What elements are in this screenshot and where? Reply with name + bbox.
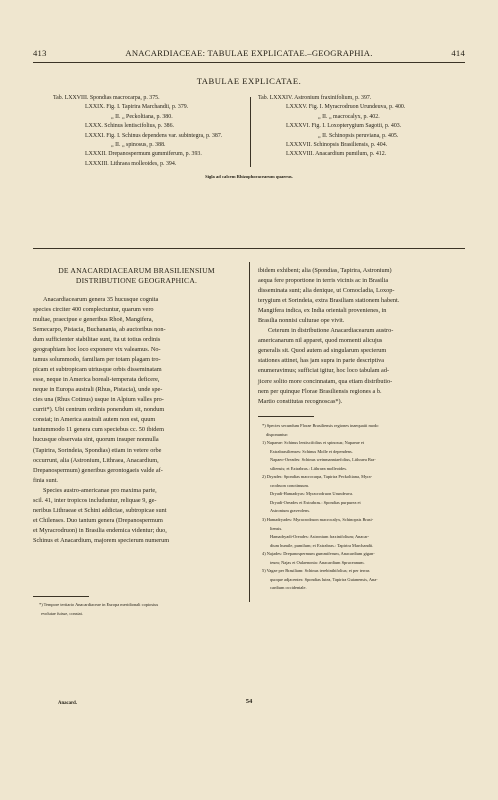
- footnote-line: dium humile, pumilum; et Extrabras.: Tapirira Marchandii.: [270, 542, 374, 548]
- body-line: americanarum nil apparet, quod momenti alicujus: [258, 337, 383, 345]
- body-line: Semecarpo, Pistacia, Buchanania, ab auctoribus non-: [33, 325, 166, 333]
- body-line: scil. 41, inter tropicos includuntur, reliquae 9, ge-: [33, 496, 157, 504]
- footnote-line: crodruon conotinuum.: [270, 482, 310, 488]
- body-line: et Myracrodruon) in Brasilia endemica videntur; duo,: [33, 526, 167, 534]
- body-line: Drepanospermum) generibus gerontogaeis valde af-: [33, 466, 163, 474]
- plate-entry: LXXXIII. Lithraea molleoides, p. 394.: [85, 160, 177, 167]
- body-line: tamus solummodo, familiam per totam plagam tro-: [33, 356, 161, 364]
- body-line: finia sunt.: [33, 476, 58, 484]
- body-line: generalis sit. Quod autem ad singularum specierum: [258, 347, 387, 355]
- body-line: jicere solito more concinnatam, qua etiam distributio-: [258, 377, 393, 385]
- footnote-line: *) Species secundum Florae Brasiliensis regiones inaequaiii modo: [262, 423, 379, 428]
- body-line: dum sufficienter stabilitae sunt, ita ut totius ordinis: [33, 336, 161, 343]
- body-line: esse, neque in America boreali-temperata deficere,: [33, 376, 160, 384]
- body-line: currit*). Ubi centrum ordinis ponendum sit, nondum: [33, 406, 165, 414]
- body-line: constat; in America australi autem non est, quum: [33, 416, 156, 424]
- body-line: enumeravimus; sufficiat igitur, hoc loco tabulam ad-: [258, 367, 390, 375]
- body-line: neque in Europa australi (Rhus, Pistacia), unde spe-: [33, 386, 163, 394]
- body-line: cies una (Rhus Cotinus) usque in Alpium valles pro-: [33, 396, 164, 404]
- running-title: ANACARDIACEAE: TABULAE EXPLICATAE.–GEOGRAPHIA.: [125, 48, 373, 58]
- header-rule: [33, 62, 465, 63]
- footnote-line: quoque adjacentes: Spondias lutea, Tapirira Guianensis, Ana-: [270, 576, 378, 582]
- plate-entry: „ II. „ macrocalyx, p. 402.: [318, 113, 380, 120]
- body-line: aequa fere proportione in terris vicinis ac in Brasilia: [258, 277, 389, 285]
- body-line: hucusque observata sint, quorum insuper nonnulla: [33, 436, 159, 444]
- distribution-heading-line2: DISTRIBUTIONE GEOGRAPHICA.: [75, 276, 198, 286]
- footnote-line: Astronium graveolens.: [270, 508, 310, 514]
- right-column: [258, 266, 465, 407]
- body-line: ibidem exhibent; alia (Spondias, Tapirira, Astronium): [258, 267, 392, 274]
- footnote-rule-left: [33, 596, 89, 597]
- plate-entry: Tab. LXXVIII. Spondias macrocarpa, p. 375.: [53, 95, 160, 101]
- plate-entry: LXXXII. Drepanospermum gummiferum, p. 393.: [85, 151, 202, 158]
- right-footnote: [258, 422, 466, 593]
- body-line: Species austro-americanae pro maxima parte,: [43, 486, 157, 494]
- footnote-line: 5) Vagae per Brasiliam: Schinus terebinthifolius; et per terras: [262, 568, 370, 574]
- footnote-line: Dryadi-Oreades et Extrabras.: Spondias purpurea et: [270, 499, 361, 505]
- plate-entry: LXXXVII. Schinopsis Brasiliensis, p. 404.: [286, 141, 388, 148]
- body-line: tantummodo 11 genera cum speciebus cc. 50 ibidem: [33, 426, 164, 434]
- right-page-number: 414: [451, 48, 465, 58]
- footnote-line: 3) Hamadryades: Myracrodruon macrocalyx, Schinopsis Brasi-: [262, 517, 374, 523]
- plate-entry: „ II. Schinopsis peruviana, p. 405.: [318, 132, 399, 139]
- plate-entry: LXXIX. Fig. I. Tapirira Marchandii, p. 379.: [85, 104, 189, 111]
- signature-number: 54: [245, 698, 253, 705]
- body-line: geographiam hoc loco exponere vix valeamus. No-: [33, 346, 161, 354]
- body-line: Mangifera indica, ex India orientali provenienes, in: [258, 307, 387, 315]
- body-line: terygium et Sorindeia, extra Brasiliam stationem habent.: [258, 297, 400, 305]
- footnote-line: disponuntur:: [266, 431, 289, 437]
- plates-divider: [250, 97, 251, 167]
- footnote-line: 1) Napaeae: Schinus lentiscifolius et spinosus; Napaeae et: [262, 440, 365, 446]
- body-line: et Chilenses. Duo tantum genera (Drepanospermum: [33, 516, 163, 524]
- distribution-heading-line1: DE ANACARDIACEARUM BRASILIENSIUM: [58, 266, 215, 275]
- column-divider: [249, 262, 250, 602]
- plates-list-right: [258, 94, 405, 160]
- footnote-line: liensis.: [270, 525, 283, 531]
- body-line: (Tapirira, Sorindeia, Spondias) etiam in vetere orbe: [33, 446, 162, 454]
- plate-entry: LXXXI. Fig. I. Schinus dependens var. subintegra, p. 387.: [85, 132, 223, 139]
- sigla-note: Sigla ad calcem Rhizophoracearum quaerus.: [205, 174, 293, 179]
- body-line: multae, praecipue e generibus Rhoë, Mangifera,: [33, 315, 154, 323]
- plates-list-left: [53, 94, 222, 169]
- left-column: [33, 266, 240, 546]
- footnote-line: cardium occidentale.: [270, 585, 307, 591]
- footnote-line: Napaeo-Oreades: Schinus weinmanniaefolius, Lithraea Bra-: [270, 457, 376, 463]
- tabulae-title: TABULAE EXPLICATAE.: [196, 76, 302, 86]
- footnote-line: *) Tempore tertiario Anacardiaceae in Europa meridionali copiosius: [39, 602, 159, 607]
- plate-entry: LXXXV. Fig. I. Myracrodruon Urundeuva, p. 400.: [286, 104, 406, 111]
- body-line: neribus Lithraeae et Schini addictae, subtropicae sunt: [33, 506, 167, 514]
- footnote-line: Hamadryadi-Oreades: Astronium fraxinifolium; Anacar-: [270, 534, 370, 540]
- left-footnote: [33, 601, 240, 618]
- plate-entry: Tab. LXXXIV. Astronium fraxinifolium, p. 397.: [258, 95, 372, 101]
- plate-entry: LXXX. Schinus lentiscifolius, p. 386.: [85, 123, 175, 130]
- section-rule: [33, 248, 465, 249]
- body-line: Ceterum in distributione Anacardiacearum austro-: [268, 327, 394, 335]
- body-line: nem per quinque Florae Brasiliensis regiones a b.: [258, 387, 382, 395]
- body-line: picam et subtropicam utriusque orbis disseminatam: [33, 366, 162, 374]
- footnote-line: Dryadi-Hamadryas: Myracrodruon Urundeuva.: [270, 491, 354, 497]
- body-line: Schinus et Anacardium, majorem specierum numerum: [33, 536, 170, 544]
- plate-entry: „ II. „ spinosus, p. 388.: [111, 141, 166, 148]
- footnote-rule-right: [258, 416, 314, 417]
- body-line: Anacardiacearum genera 35 hucusque cognita: [43, 295, 159, 303]
- body-line: disseminata sunt; alia denique, ut Comocladia, Loxop-: [258, 287, 395, 295]
- body-line: occurrunt, alia (Astronium, Lithraea, Anacardium,: [33, 456, 159, 464]
- footnote-line: Extrabrasilienses: Schinus Molle et dependens.: [270, 448, 353, 454]
- footer-label: Anacard.: [58, 701, 78, 706]
- body-line: Brasilia nonnisi culturae ope vivit.: [258, 317, 345, 325]
- body-line: Martio constitutas recognoscas*).: [258, 397, 343, 405]
- footnote-line: evolutae fuisse, constat.: [41, 610, 83, 616]
- footnote-line: siliensis; et Extrabras.: Lithraea molleoides.: [270, 465, 348, 471]
- footnote-line: 2) Dryades: Spondias macrocarpa, Tapirira Peckoltiana, Myra-: [262, 474, 373, 480]
- body-line: stationes attinet, has jam supra in parte descriptiva: [258, 357, 385, 365]
- footnote-line: teum; Najas et Oulaenonia: Anacardium Spruceanum.: [270, 559, 365, 565]
- plate-entry: „ II. „ Peckoltiana, p. 380.: [111, 113, 173, 120]
- plate-entry: LXXXVIII. Anacardium pumilum, p. 412.: [286, 151, 387, 158]
- left-page-number: 413: [33, 48, 47, 58]
- footnote-line: 4) Najades: Drepanospermum gummiferum, Anacardium gigan-: [262, 551, 375, 557]
- body-line: species circiter 400 complectuntur, quarum vero: [33, 305, 154, 313]
- plate-entry: LXXXVI. Fig. I. Loxopterygium Sagotii, p. 403.: [286, 123, 402, 130]
